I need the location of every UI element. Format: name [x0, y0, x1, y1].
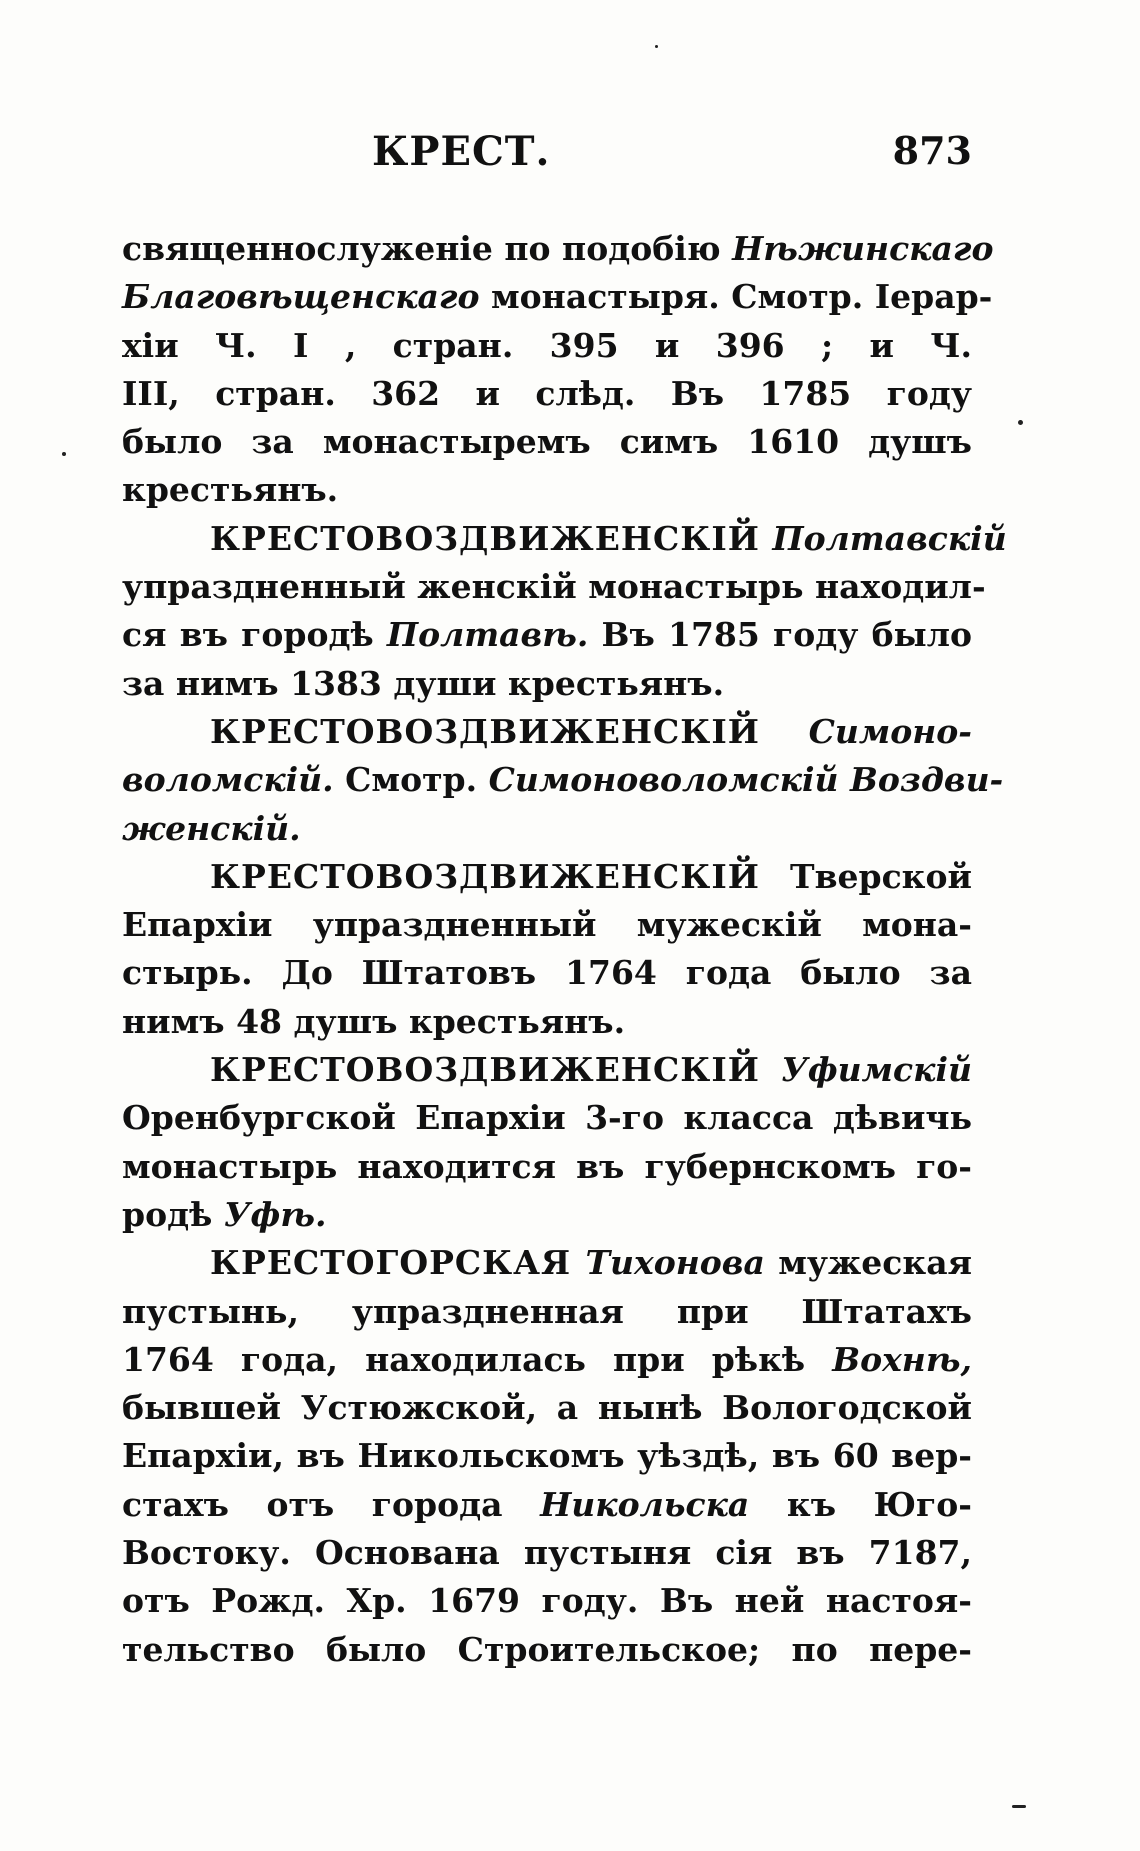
text-line [122, 901, 972, 949]
italic-text: Благовѣщенскаго [122, 277, 480, 317]
text-line [122, 273, 993, 321]
text-line [122, 1481, 972, 1529]
italic-text: Уфимскій [781, 1050, 972, 1090]
entry-heading: КРЕСТОВОЗДВИЖЕНСКІЙ [210, 711, 809, 751]
text-segment: стахъ отъ города [122, 1484, 541, 1524]
text-line [122, 322, 972, 370]
text-segment: Востоку. Основана пустыня сія въ 7187, [122, 1533, 972, 1573]
text-segment: къ Юго- [749, 1484, 972, 1524]
text-segment: Тверской [790, 856, 972, 896]
text-line [122, 998, 972, 1046]
text-line [122, 1432, 972, 1480]
text-segment: Оренбургской Епархіи 3-го класса дѣвичь [122, 1098, 972, 1138]
text-segment: хіи Ч. I , стран. 395 и 396 ; и Ч. [122, 325, 972, 365]
text-segment: Смотр. [333, 760, 489, 800]
italic-text: Симоно- [808, 711, 972, 751]
text-line [122, 225, 994, 273]
text-segment: Епархіи, въ Никольскомъ уѣздѣ, въ 60 вер- [122, 1436, 972, 1476]
text-line [122, 805, 972, 853]
text-line [122, 1239, 972, 1287]
text-line [122, 1143, 972, 1191]
scan-speck [1012, 1805, 1026, 1808]
text-segment: мужеская [764, 1243, 972, 1283]
text-line [122, 756, 1004, 804]
text-line [122, 1046, 972, 1094]
text-line [122, 466, 972, 514]
text-segment: крестьянъ. [122, 470, 339, 510]
text-segment: Епархіи упраздненный мужескій мона- [122, 905, 972, 945]
text-segment: стырь. До Штатовъ 1764 года было за [122, 953, 972, 993]
text-segment: было за монастыремъ симъ 1610 душъ [122, 422, 972, 462]
scan-speck [655, 45, 658, 48]
italic-text: Тихонова [585, 1243, 765, 1283]
text-line [122, 1336, 972, 1384]
text-line [122, 1577, 972, 1625]
entry-heading: КРЕСТОВОЗДВИЖЕНСКІЙ [210, 1050, 782, 1090]
text-line [122, 708, 972, 756]
body-text [122, 225, 1007, 1674]
text-segment: пустынь, упраздненная при Штатахъ [122, 1291, 972, 1331]
italic-text: Уфѣ. [223, 1194, 327, 1234]
italic-text: Вохнѣ, [832, 1339, 972, 1379]
text-segment: бывшей Устюжской, а нынѣ Вологодской [122, 1388, 972, 1428]
running-head [122, 128, 972, 188]
text-segment: монастырь находится въ губернскомъ го- [122, 1146, 972, 1186]
italic-text: Полтавѣ. [386, 615, 589, 655]
page-number: 873 [892, 128, 972, 173]
italic-text: Нѣжинскаго [732, 229, 994, 268]
text-segment: Въ 1785 году было [588, 615, 972, 655]
text-segment: ся въ городѣ [122, 615, 387, 655]
text-segment: III, стран. 362 и слѣд. Въ 1785 году [122, 373, 972, 413]
text-line [122, 1094, 972, 1142]
text-segment: отъ Рожд. Хр. 1679 году. Въ ней настоя- [122, 1581, 972, 1621]
text-line [122, 1191, 972, 1239]
text-segment: родѣ [122, 1194, 224, 1234]
text-line [122, 1384, 972, 1432]
text-segment: 1764 года, находилась при рѣкѣ [122, 1339, 833, 1379]
entry-heading: КРЕСТОГОРСКАЯ [210, 1243, 586, 1283]
entry-heading: КРЕСТОВОЗДВИЖЕНСКІЙ [210, 518, 773, 558]
text-line [122, 563, 986, 611]
italic-text: Полтавскій [772, 518, 1007, 558]
text-segment: упраздненный женскій монастырь находил- [122, 567, 986, 607]
italic-text: Симоноволомскій Воздви- [488, 760, 1004, 800]
scan-speck [62, 452, 66, 456]
text-line [122, 853, 972, 901]
text-line [122, 515, 1007, 563]
text-line [122, 949, 972, 997]
italic-text: женскій. [122, 808, 301, 848]
italic-text: Никольска [540, 1484, 750, 1524]
text-line [122, 1626, 972, 1674]
text-segment: священнослуженіе по подобію [122, 229, 733, 268]
text-segment: тельство было Строительское; по пере- [122, 1629, 972, 1669]
text-line [122, 660, 972, 708]
scan-speck [1018, 420, 1023, 425]
text-segment: за нимъ 1383 души крестьянъ. [122, 663, 725, 703]
text-line [122, 611, 972, 659]
text-line [122, 1529, 972, 1577]
entry-heading: КРЕСТОВОЗДВИЖЕНСКІЙ [210, 856, 791, 896]
text-segment: монастыря. Смотр. Іерар- [479, 277, 993, 317]
text-line [122, 1288, 972, 1336]
text-segment: нимъ 48 душъ крестьянъ. [122, 1001, 626, 1041]
running-head-title: КРЕСТ. [372, 128, 551, 175]
italic-text: воломскій. [122, 760, 334, 800]
text-line [122, 370, 972, 418]
text-line [122, 418, 972, 466]
